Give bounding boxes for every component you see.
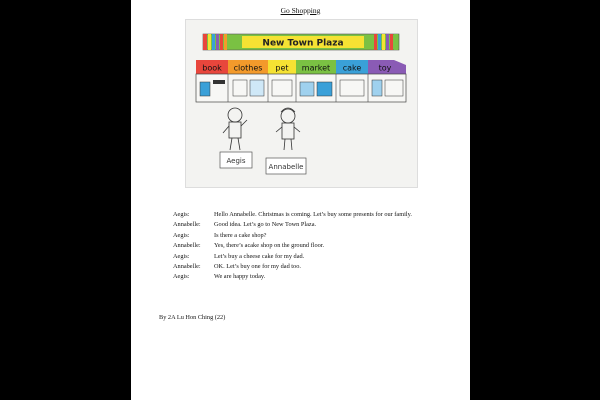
shop-label-market: market bbox=[301, 63, 331, 73]
dialogue-row bbox=[173, 231, 412, 241]
document-page bbox=[131, 0, 470, 400]
dialogue-line: Yes, there’s acake shop on the ground floor. bbox=[214, 242, 325, 250]
name-tag-annabelle-text: Annabelle bbox=[268, 163, 304, 171]
speaker: Aegis: bbox=[173, 211, 190, 218]
speaker: Aegis: bbox=[173, 273, 190, 281]
dialogue-row bbox=[173, 262, 412, 272]
dialogue-row bbox=[173, 210, 412, 220]
drawing-svg bbox=[186, 20, 417, 187]
dialogue-row bbox=[173, 220, 412, 230]
dialogue-row bbox=[173, 272, 412, 282]
shop-label-book: book bbox=[202, 63, 222, 73]
shop-label-cake: cake bbox=[342, 63, 362, 73]
dialogue-line: Hello Annabelle. Christmas is coming. Let’s buy some presents for our family. bbox=[214, 211, 412, 218]
speaker: Aegis: bbox=[173, 252, 190, 260]
dialogue-row bbox=[173, 241, 412, 251]
shop-label-clothes: clothes bbox=[233, 63, 263, 73]
dialogue-line: OK. Let’s buy one for my dad too. bbox=[214, 262, 301, 270]
dialogue-line: We are happy today. bbox=[214, 273, 266, 281]
dialogue-row bbox=[173, 252, 412, 262]
speaker: Annabelle: bbox=[173, 242, 201, 250]
dialogue-line: Let’s buy a cheese cake for my dad. bbox=[214, 252, 305, 260]
speaker: Annabelle: bbox=[173, 221, 201, 229]
banner-text: New Town Plaza bbox=[262, 38, 344, 49]
speaker: Aegis: bbox=[173, 231, 190, 239]
author-byline: By 2A Lu Hon Ching (22) bbox=[159, 314, 226, 321]
name-tag-aegis-text: Aegis bbox=[226, 157, 246, 165]
document-title: Go Shopping bbox=[280, 6, 321, 15]
dialogue-line: Is there a cake shop? bbox=[214, 231, 267, 239]
dialogue-block bbox=[173, 210, 412, 283]
shop-label-pet: pet bbox=[275, 63, 289, 73]
shop-label-toy: toy bbox=[378, 63, 392, 73]
figure-annabelle bbox=[276, 108, 300, 150]
dialogue-line: Good idea. Let’s go to New Town Plaza. bbox=[214, 221, 317, 229]
children-drawing bbox=[185, 19, 418, 188]
figure-aegis bbox=[223, 108, 247, 150]
speaker: Annabelle: bbox=[173, 262, 201, 270]
